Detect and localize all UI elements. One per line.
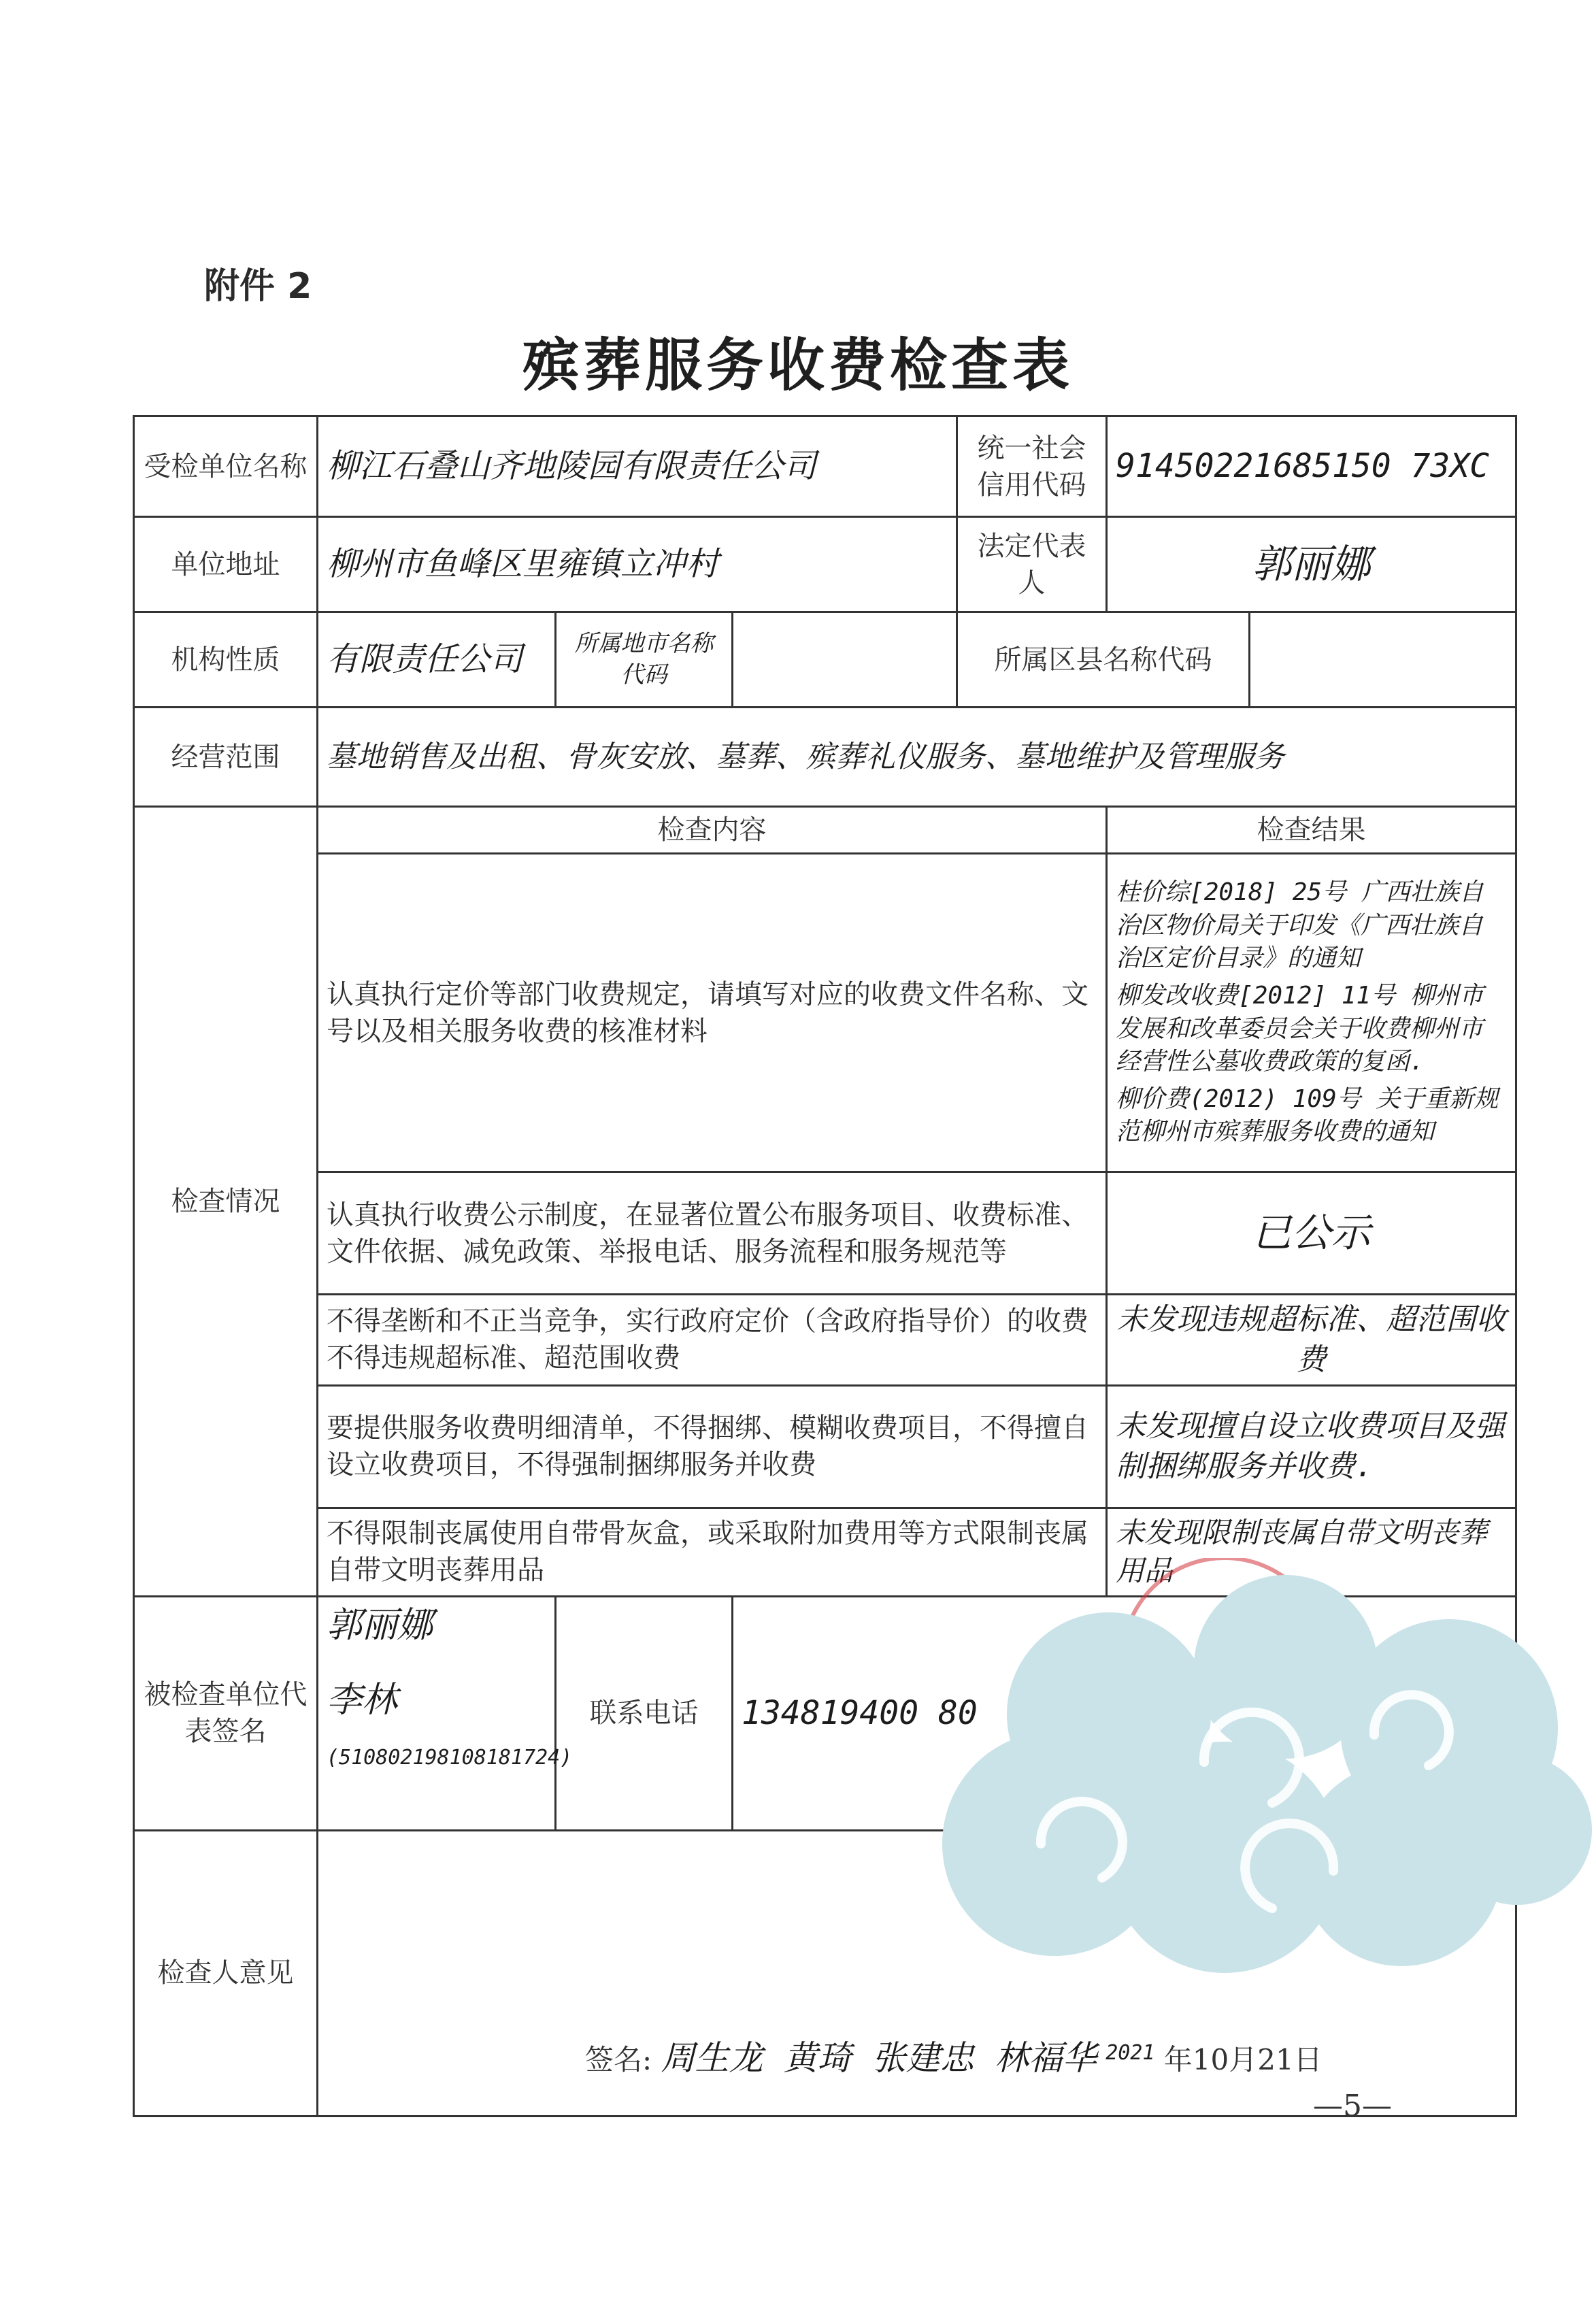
page-number: —5— bbox=[1313, 2089, 1392, 2123]
label-inspection: 检查情况 bbox=[134, 807, 318, 1597]
row-org-type bbox=[134, 612, 1516, 708]
check-row bbox=[134, 1385, 1516, 1508]
label-phone: 联系电话 bbox=[556, 1596, 733, 1830]
check-content: 要提供服务收费明细清单，不得捆绑、模糊收费项目，不得擅自设立收费项目，不得强制捆绑服务并收费 bbox=[318, 1385, 1107, 1508]
address-value: 柳州市鱼峰区里雍镇立冲村 bbox=[318, 517, 957, 612]
label-inspector-opinion: 检查人意见 bbox=[134, 1830, 318, 2116]
result-line: 柳发改收费[2012] 11号 柳州市发展和改革委员会关于收费柳州市经营性公墓收费政策的复函. bbox=[1116, 981, 1484, 1076]
row-check-header bbox=[134, 807, 1516, 854]
unit-name-value: 柳江石叠山齐地陵园有限责任公司 bbox=[318, 416, 957, 517]
row-unit-name bbox=[134, 416, 1516, 517]
label-rep-signature: 被检查单位代表签名 bbox=[134, 1596, 318, 1830]
rep-signature bbox=[318, 1596, 573, 1830]
label-credit-code: 统一社会信用代码 bbox=[957, 416, 1107, 517]
check-content: 不得垄断和不正当竞争，实行政府定价（含政府指导价）的收费不得违规超标准、超范围收费 bbox=[318, 1295, 1107, 1386]
check-result: 未发现违规超标准、超范围收费 bbox=[1107, 1295, 1516, 1386]
county-code-value bbox=[1250, 612, 1516, 708]
check-content: 不得限制丧属使用自带骨灰盒，或采取附加费用等方式限制丧属自带文明丧葬用品 bbox=[318, 1508, 1107, 1596]
check-result: 已公示 bbox=[1107, 1172, 1516, 1295]
check-row bbox=[134, 1172, 1516, 1295]
signature-year: 2021 bbox=[1105, 2041, 1155, 2065]
result-line: 柳价费(2012) 109号 关于重新规范柳州市殡葬服务收费的通知 bbox=[1116, 1084, 1499, 1146]
label-city-code: 所属地市名称代码 bbox=[556, 612, 733, 708]
phone-value: 134819400 80 bbox=[733, 1596, 1516, 1830]
legal-rep-value: 郭丽娜 bbox=[1107, 517, 1516, 612]
check-result bbox=[1107, 854, 1516, 1172]
result-line: 桂价综[2018] 25号 广西壮族自治区物价局关于印发《广西壮族自治区定价目录》的通知 bbox=[1116, 878, 1484, 973]
label-unit-name: 受检单位名称 bbox=[134, 416, 318, 517]
label-org-type: 机构性质 bbox=[134, 612, 318, 708]
page-title: 殡葬服务收费检查表 bbox=[522, 331, 1074, 399]
check-row bbox=[134, 1295, 1516, 1386]
check-row bbox=[134, 854, 1516, 1172]
label-legal-rep: 法定代表人 bbox=[957, 517, 1107, 612]
city-code-value bbox=[733, 612, 957, 708]
cloud-seal-overlay bbox=[932, 1558, 1596, 2000]
signature-date: 年10月21日 bbox=[1163, 2043, 1323, 2076]
check-result: 未发现擅自设立收费项目及强制捆绑服务并收费. bbox=[1107, 1385, 1516, 1508]
label-address: 单位地址 bbox=[134, 517, 318, 612]
row-business-scope bbox=[134, 708, 1516, 807]
row-address bbox=[134, 517, 1516, 612]
label-business-scope: 经营范围 bbox=[134, 708, 318, 807]
inspector-signatures: 周生龙 黄琦 张建忠 林福华 bbox=[661, 2038, 1097, 2078]
cloud-icon bbox=[942, 1575, 1592, 1973]
rep-signature-line: 李林 bbox=[327, 1679, 398, 1721]
header-check-content: 检查内容 bbox=[318, 807, 1107, 854]
credit-code-value: 91450221685150 73XC bbox=[1107, 416, 1516, 517]
business-scope-value: 墓地销售及出租、骨灰安放、墓葬、殡葬礼仪服务、墓地维护及管理服务 bbox=[318, 708, 1516, 807]
org-type-value: 有限责任公司 bbox=[318, 612, 556, 708]
check-content: 认真执行收费公示制度，在显著位置公布服务项目、收费标准、文件依据、减免政策、举报电话、服务流程和服务规范等 bbox=[318, 1172, 1107, 1295]
check-result: 未发现限制丧属自带文明丧葬用品 bbox=[1107, 1508, 1516, 1596]
rep-signature-line: (510802198108181724) bbox=[327, 1746, 573, 1770]
sign-label: 签名: bbox=[585, 2043, 652, 2076]
header-check-result: 检查结果 bbox=[1107, 807, 1516, 854]
check-content: 认真执行定价等部门收费规定，请填写对应的收费文件名称、文号以及相关服务收费的核准材料 bbox=[318, 854, 1107, 1172]
rep-signature-line: 郭丽娜 bbox=[327, 1604, 433, 1646]
attachment-label: 附件 2 bbox=[204, 266, 312, 307]
inspector-signature-line bbox=[585, 2031, 1323, 2080]
label-county-code: 所属区县名称代码 bbox=[957, 612, 1250, 708]
